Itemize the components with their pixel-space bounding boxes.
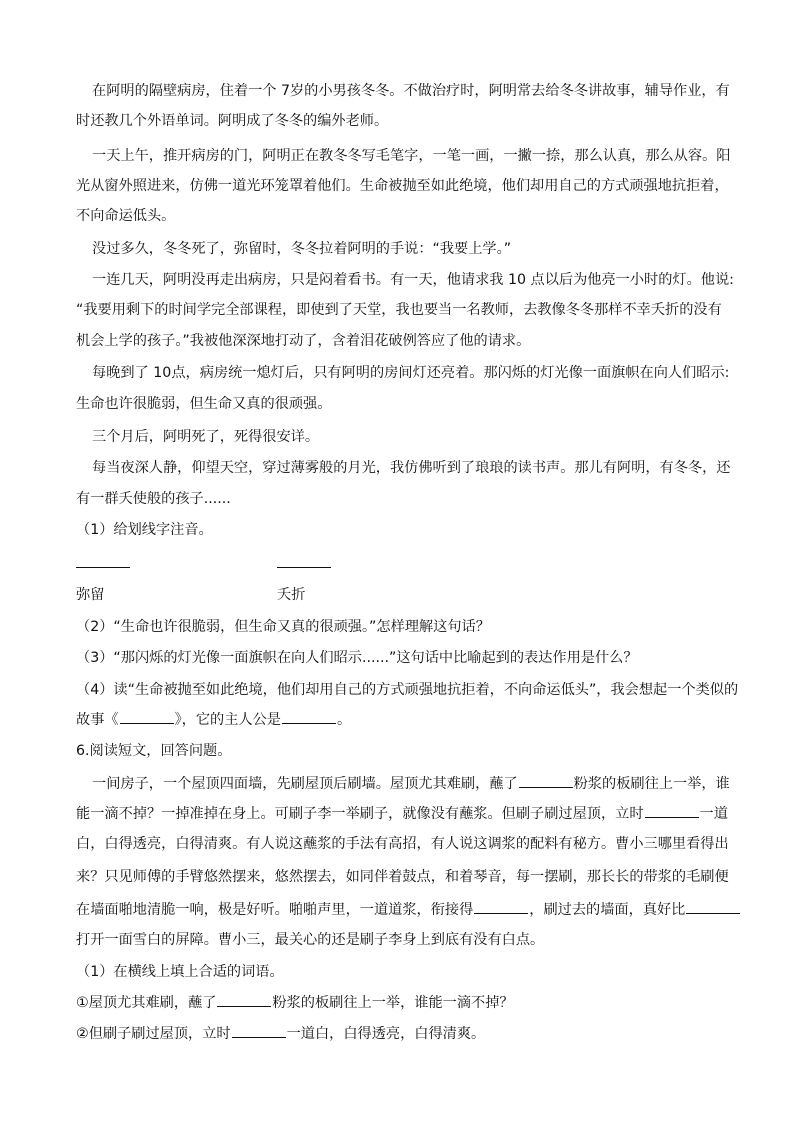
- paragraph-line: 打开一面雪白的屏障。曹小三，最关心的还是刷子李身上到底有没有白点。: [76, 932, 545, 948]
- text-run: 一道白，白得透亮，白得清爽。: [286, 1026, 486, 1042]
- answer-blank[interactable]: [686, 899, 740, 914]
- paragraph-line: 机会上学的孩子。”我被他深深地打动了，含着泪花破例答应了他的请求。: [76, 333, 531, 349]
- pinyin-word: 夭折: [277, 587, 306, 603]
- paragraph-line: 有一群夭使般的孩子......: [76, 491, 231, 507]
- paragraph-line: 每晚到了 10点，病房统一熄灯后，只有阿明的房间灯还亮着。那闪烁的灯光像一面旗帜在向人们昭示:: [92, 365, 730, 381]
- question-4-continued: [76, 709, 351, 730]
- q4-text: 故事《: [76, 712, 119, 728]
- question-2: （2）“生命也许很脆弱，但生命又真的很顽强。”怎样理解这句话？: [76, 619, 490, 635]
- fill-sentence-2: [76, 1023, 485, 1044]
- paragraph-line: 不向命运低头。: [76, 208, 176, 224]
- paragraph-line: 每当夜深人静，仰望天空，穿过薄雾般的月光，我仿佛听到了琅琅的读书声。那儿有阿明，有冬冬，还: [92, 460, 731, 476]
- text-run: 一道: [699, 806, 728, 822]
- q4-text: 》，它的主人公是: [174, 712, 281, 728]
- text-run: ②但刷子刷过屋顶，立时: [76, 1026, 231, 1042]
- paragraph-line: 光从窗外照进来，仿佛一道光环笼罩着他们。生命被抛至如此绝境，他们却用自己的方式顽强地抗拒着，: [76, 178, 729, 194]
- fill-sentence-1: [76, 992, 514, 1013]
- text-run: 能一滴不掉？一掉准掉在身上。可刷子李一举刷子，就像没有蘸浆。但刷子刷过屋顶，立时: [76, 806, 644, 822]
- question-1: （1）在横线上填上合适的词语。: [76, 964, 284, 980]
- paragraph-line: 白，白得透亮，白得清爽。有人说这蘸浆的手法有高招，有人说这调浆的配料有秘方。曹小三哪里看得出: [76, 836, 729, 852]
- answer-blank[interactable]: [277, 567, 331, 568]
- paragraph-line: 三个月后，阿明死了，死得很安详。: [92, 429, 320, 445]
- answer-blank[interactable]: [120, 709, 174, 724]
- text-run: 一间房子，一个屋顶四面墙，先刷屋顶后刷墙。屋顶尤其难刷，蘸了: [92, 776, 518, 792]
- question-3: （3）“那闪烁的灯光像一面旗帜在向人们昭示......”这句话中比喻起到的表达作用是什么？: [76, 650, 638, 666]
- pinyin-word: 弥留: [76, 587, 105, 603]
- question-1: （1）给划线字注音。: [76, 522, 213, 538]
- answer-blank[interactable]: [232, 1023, 286, 1038]
- text-run: 粉浆的板刷往上一举，谁: [573, 776, 730, 792]
- paragraph-line: [76, 899, 741, 920]
- answer-blank[interactable]: [474, 899, 528, 914]
- paragraph-line: 在阿明的隔壁病房，住着一个 7岁的小男孩冬冬。不做治疗时，阿明常去给冬冬讲故事，辅导作业，有: [92, 83, 730, 99]
- q4-text: 。: [336, 712, 352, 728]
- paragraph-line: [76, 803, 728, 824]
- paragraph-line: 生命也许很脆弱，但生命又真的很顽强。: [76, 396, 332, 412]
- paragraph-line: “我要用剩下的时间学完全部课程，即使到了天堂，我也要当一名教师，去教像冬冬那样不幸夭折的没有: [76, 302, 722, 318]
- paragraph-line: 时还教几个外语单词。阿明成了冬冬的编外老师。: [76, 113, 389, 129]
- text-run: ①屋顶尤其难刷，蘸了: [76, 995, 217, 1011]
- paragraph-line: [92, 773, 730, 794]
- section-heading: 6.阅读短文，回答问题。: [76, 743, 232, 759]
- text-run: ，刷过去的墙面，真好比: [529, 902, 686, 918]
- answer-blank[interactable]: [76, 567, 130, 568]
- text-run: 粉浆的板刷往上一举，谁能一滴不掉？: [272, 995, 514, 1011]
- paragraph-line: 来？只见师傅的手臂悠然摆来，悠然摆去，如同伴着鼓点，和着琴音，每一摆刷，那长长的带浆的毛刷便: [76, 869, 729, 885]
- answer-blank[interactable]: [519, 773, 573, 788]
- paragraph-line: 没过多久，冬冬死了，弥留时，冬冬拉着阿明的手说：“我要上学。”: [92, 241, 512, 257]
- question-4: （4）读“生命被抛至如此绝境，他们却用自己的方式顽强地抗拒着，不向命运低头”，我会想起一个类似的: [76, 682, 739, 698]
- paragraph-line: 一天上午，推开病房的门，阿明正在教冬冬写毛笔字，一笔一画，一撇一捺，那么认真，那么从容。阳: [92, 148, 731, 164]
- answer-blank[interactable]: [282, 709, 336, 724]
- text-run: 在墙面啪地清脆一响，极是好听。啪啪声里，一道道浆，衔接得: [76, 902, 474, 918]
- paragraph-line: 一连几天，阿明没再走出病房，只是闷着看书。有一天，他请求我 10 点以后为他亮一小时的灯。他说:: [92, 272, 734, 288]
- answer-blank[interactable]: [645, 803, 699, 818]
- answer-blank[interactable]: [217, 992, 271, 1007]
